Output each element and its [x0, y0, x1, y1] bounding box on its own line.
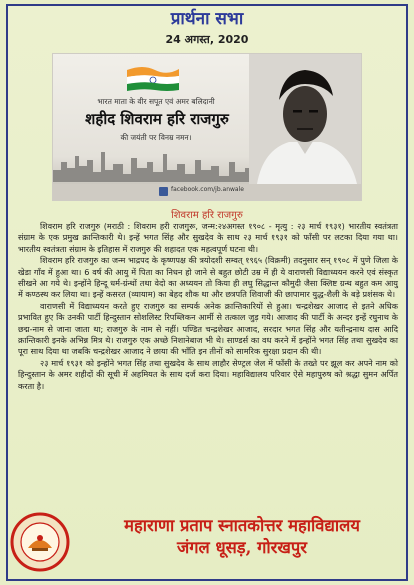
banner-name: शहीद शिवराम हरि राजगुरु [85, 110, 229, 128]
college-name-line1: महाराणा प्रताप स्नातकोत्तर महाविद्यालय [124, 516, 360, 535]
article-paragraph: २३ मार्च १९३१ को इन्होंने भगत सिंह तथा सुखदेव के साथ लाहौर सेण्ट्रल जेल में फाँसी के तख्ते पर झूल कर अपने नाम को हिन्दुस्तान के अमर शहीदों की सूची में अहमियत के साथ दर्ज करा दिया। महाविद्यालय परिवार ऐसे महापुरुष को श्रद्धा सुमन अर्पित करता है। [18, 357, 398, 391]
social-bar [53, 184, 362, 200]
tricolor-flag-graphic [125, 64, 181, 96]
article-body [18, 221, 398, 392]
article-paragraph: शिवराम हरि राजगुरु का जन्म भाद्रपद के कृष्णपक्ष की त्रयोदशी सम्वत् १९६५ (विक्रमी) तदनुसार सन् १९०८ में पुणे जिला के खेडा गाँव में हुआ था। 6 वर्ष की आयु में पिता का निधन हो जाने से बहुत छोटी उम्र में ही ये वाराणसी विद्याध्ययन करने एवं संस्कृत सीखने आ गये थे। इन्होंने हिन्दू धर्म-ग्रंन्थों तथा वेदो का अध्ययन तो किया ही लघु सिद्धान्त कौमुदी जैसा क्लिष्ट ग्रन्थ बहुत कम आयु में कण्ठस्थ कर लिया था। इन्हें कसरत (व्यायाम) का बेहद शौक था और छत्रपति शिवाजी की छापामार युद्ध-शैली के बड़े प्रशंसक थे। [18, 255, 398, 300]
college-logo [10, 512, 70, 572]
banner-tagline: भारत माता के वीर सपूत एवं अमर बलिदानी [97, 97, 215, 106]
portrait-photo [249, 54, 361, 184]
page-date: 24 अगस्त, 2020 [165, 33, 249, 46]
article-paragraph: वाराणसी में विद्याध्ययन करते हुए राजगुरु का सम्पर्क अनेक क्रान्तिकारियों से हुआ। चन्द्रशेखर आजाद से इतने अधिक प्रभावित हुए कि उनकी पार्टी हिन्दुस्तान सोशलिस्ट रिपब्लिकन आर्मी से तत्काल जुड़ गये। आजाद की पार्टी के अन्दर इन्हें रघुनाथ के छद्म-नाम से जाना जाता था; राजगुरु के नाम से नहीं। पण्डित चन्द्रशेखर आजाद, सरदार भगत सिंह और यतीन्द्रनाथ दास आदि क्रान्तिकारी इनके अभिन्न मित्र थे। राजगुरु एक अच्छे निशानेबाज भी थे। साण्डर्स का वध करने में इन्होंने भगत सिंह तथा सुखदेव का पूरा साथ दिया था जबकि चन्द्रशेखर आजाद ने छाया की भाँति इन तीनों को सामरिक सुरक्षा प्रदान की थी। [18, 300, 398, 357]
banner-subline: की जयंती पर विनम्र नमन। [120, 133, 192, 142]
college-name-line2: जंगल धूसड़, गोरखपुर [176, 538, 307, 557]
college-name [70, 515, 414, 559]
city-skyline-graphic [53, 148, 263, 182]
tribute-banner [52, 53, 362, 201]
social-handle: facebook.com/jb.anwale [171, 186, 244, 193]
article-subheading: शिवराम हरि राजगुरु [171, 210, 243, 221]
article-paragraph: शिवराम हरि राजगुरु (मराठी : शिवराम हरी राजगुरू, जन्म:२४अगस्त १९०८ - मृत्यु : २३ मार्च १९३१) भारतीय स्वतंत्रता संग्राम के एक प्रमुख क्रान्तिकारी थे। इन्हें भगत सिंह और सुखदेव के साथ २३ मार्च १९३१ को फाँसी पर लटका दिया गया था। भारतीय स्वतंत्रता संग्राम के इतिहास में राजगुरु की शहादत एक महत्वपूर्ण घटना थी। [18, 221, 398, 254]
page-title: प्रार्थना सभा [170, 9, 244, 29]
facebook-icon [159, 187, 168, 196]
